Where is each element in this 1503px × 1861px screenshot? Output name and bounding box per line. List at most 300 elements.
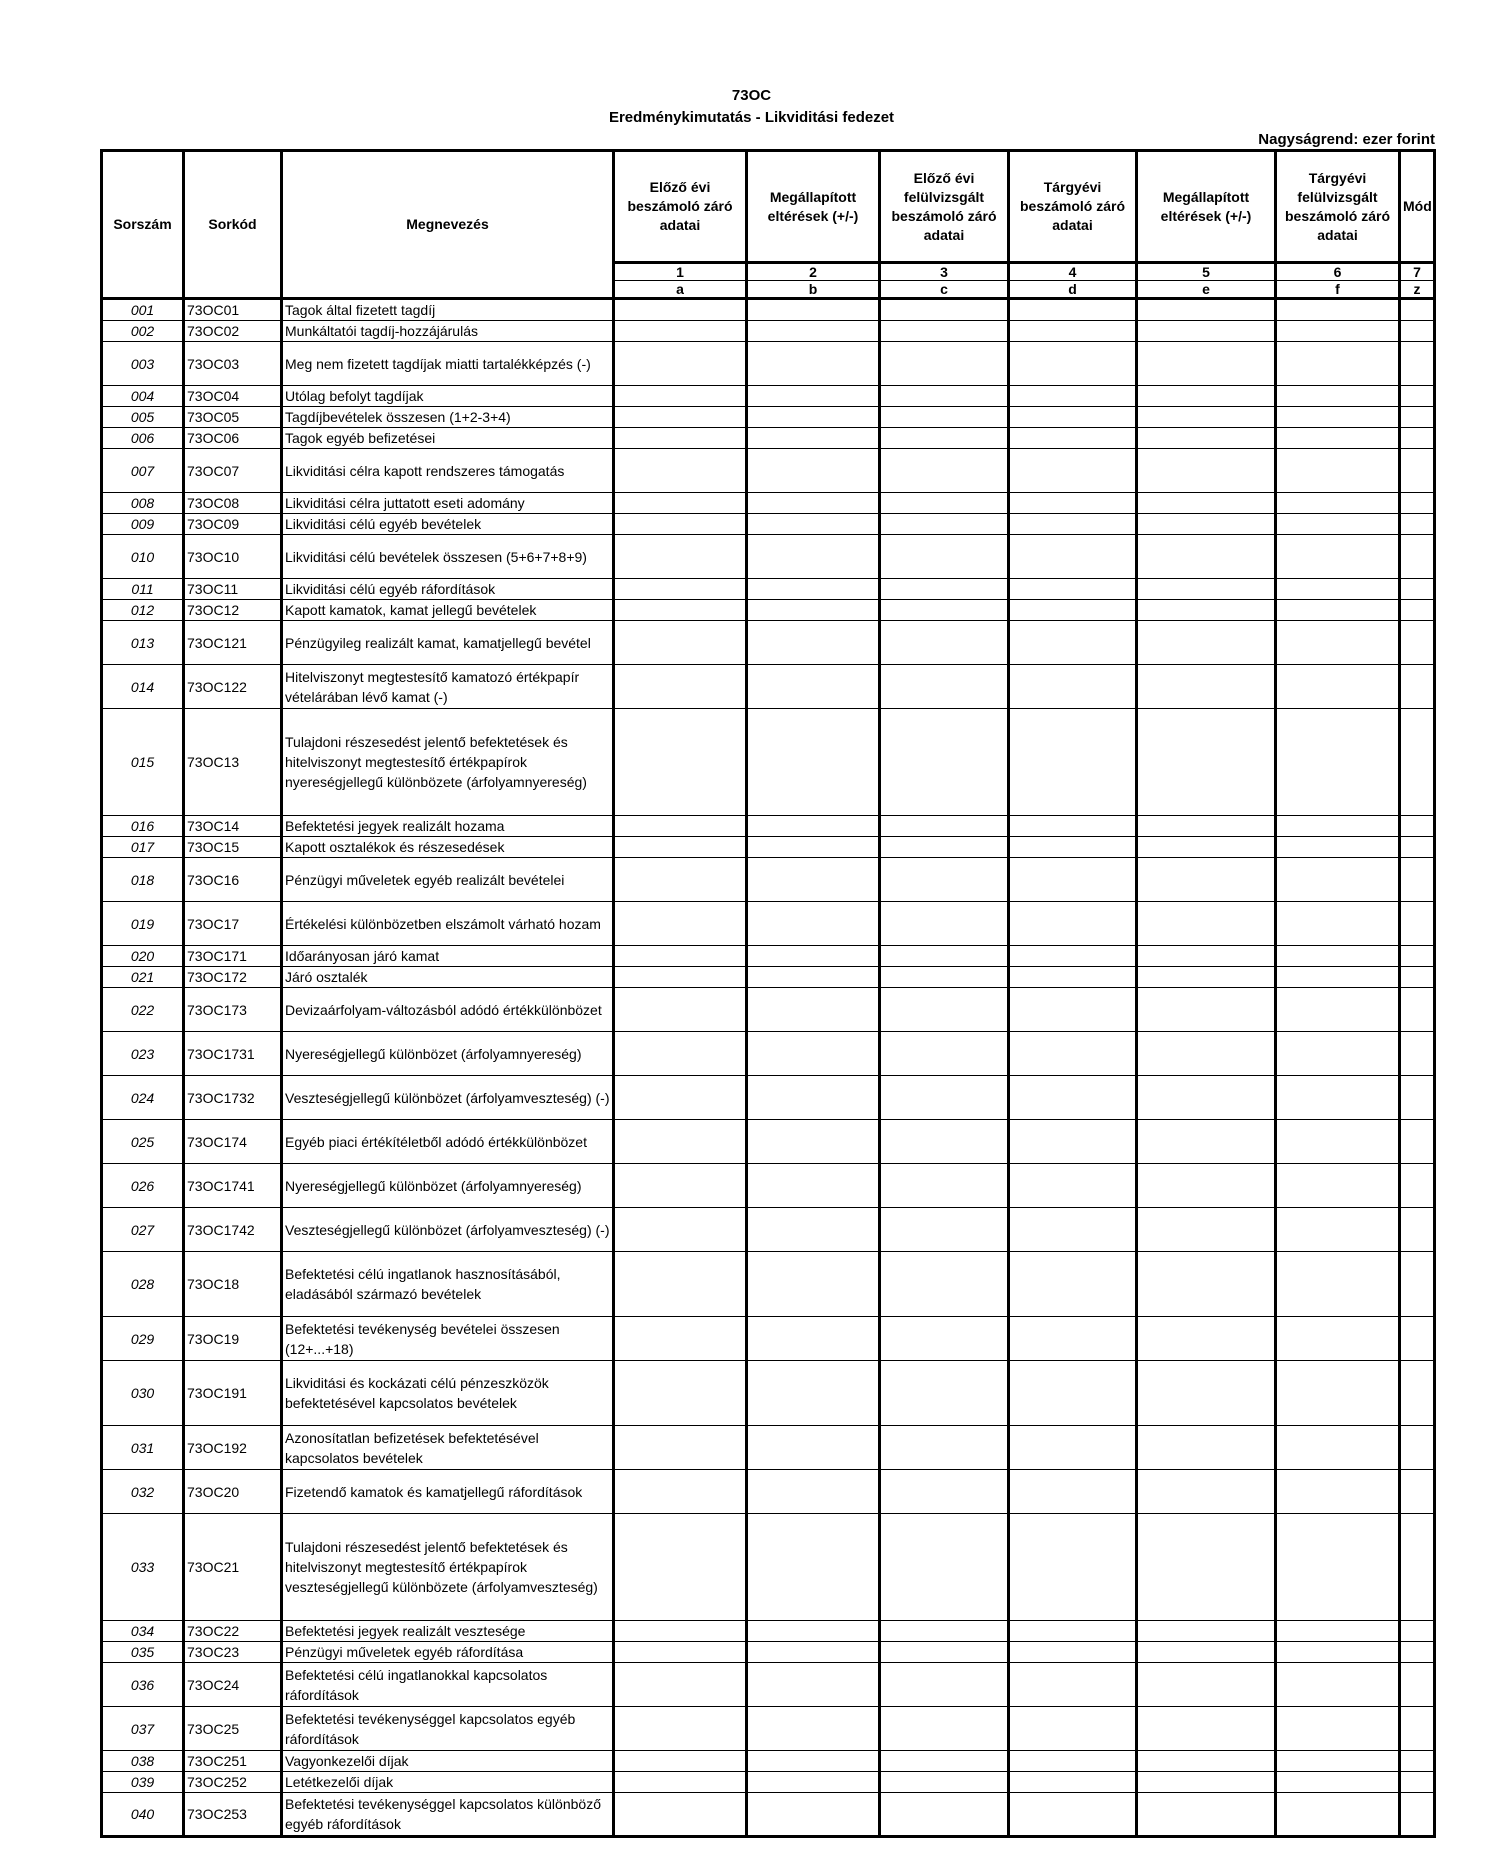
table-row xyxy=(102,665,1435,709)
data-cell[interactable] xyxy=(1137,988,1276,1032)
data-cell[interactable] xyxy=(880,514,1009,535)
data-cell[interactable] xyxy=(880,1751,1009,1772)
data-cell[interactable] xyxy=(1009,1470,1137,1514)
data-cell[interactable] xyxy=(1137,1751,1276,1772)
header-col-letter: f xyxy=(1276,281,1400,299)
data-cell[interactable] xyxy=(1009,449,1137,493)
data-cell[interactable] xyxy=(747,579,880,600)
data-cell[interactable] xyxy=(614,946,747,967)
data-cell[interactable] xyxy=(1137,1426,1276,1470)
data-cell[interactable] xyxy=(880,1317,1009,1361)
header-col-3: Előző évi felülvizsgált beszámoló záró adatai xyxy=(880,151,1009,263)
data-cell[interactable] xyxy=(1276,1751,1400,1772)
data-cell[interactable] xyxy=(747,988,880,1032)
data-cell[interactable] xyxy=(880,1514,1009,1621)
data-cell[interactable] xyxy=(1276,579,1400,600)
data-cell[interactable] xyxy=(1400,579,1435,600)
data-cell[interactable] xyxy=(1400,1120,1435,1164)
data-cell[interactable] xyxy=(614,386,747,407)
data-cell[interactable] xyxy=(614,1426,747,1470)
data-cell[interactable] xyxy=(880,665,1009,709)
data-cell[interactable] xyxy=(747,449,880,493)
data-cell[interactable] xyxy=(880,1707,1009,1751)
data-cell[interactable] xyxy=(614,579,747,600)
data-cell[interactable] xyxy=(1400,665,1435,709)
data-cell[interactable] xyxy=(1137,967,1276,988)
data-cell[interactable] xyxy=(1400,1317,1435,1361)
data-cell[interactable] xyxy=(1137,816,1276,837)
data-cell[interactable] xyxy=(1009,342,1137,386)
data-cell[interactable] xyxy=(1276,946,1400,967)
data-cell[interactable] xyxy=(1276,1642,1400,1663)
row-code: 73OC17 xyxy=(184,902,282,946)
data-cell[interactable] xyxy=(747,1076,880,1120)
data-cell[interactable] xyxy=(1276,1252,1400,1317)
data-cell[interactable] xyxy=(1137,1317,1276,1361)
data-cell[interactable] xyxy=(1137,1514,1276,1621)
data-cell[interactable] xyxy=(1276,535,1400,579)
row-name: Veszteségjellegű különbözet (árfolyamveszteség) (-) xyxy=(282,1076,614,1120)
data-cell[interactable] xyxy=(1009,579,1137,600)
data-cell[interactable] xyxy=(880,493,1009,514)
data-cell[interactable] xyxy=(1009,1751,1137,1772)
data-cell[interactable] xyxy=(1276,428,1400,449)
data-cell[interactable] xyxy=(614,428,747,449)
data-cell[interactable] xyxy=(747,1707,880,1751)
data-cell[interactable] xyxy=(1137,709,1276,816)
data-cell[interactable] xyxy=(614,600,747,621)
data-cell[interactable] xyxy=(880,709,1009,816)
data-cell[interactable] xyxy=(1009,1426,1137,1470)
row-code: 73OC11 xyxy=(184,579,282,600)
data-cell[interactable] xyxy=(880,1621,1009,1642)
data-cell[interactable] xyxy=(1137,321,1276,342)
data-cell[interactable] xyxy=(1137,535,1276,579)
data-cell[interactable] xyxy=(880,342,1009,386)
data-cell[interactable] xyxy=(747,902,880,946)
data-cell[interactable] xyxy=(1276,1208,1400,1252)
data-cell[interactable] xyxy=(747,1772,880,1793)
data-cell[interactable] xyxy=(614,1164,747,1208)
data-cell[interactable] xyxy=(1276,816,1400,837)
data-cell[interactable] xyxy=(1009,1252,1137,1317)
data-cell[interactable] xyxy=(1009,967,1137,988)
data-cell[interactable] xyxy=(1276,1317,1400,1361)
data-cell[interactable] xyxy=(747,1642,880,1663)
row-code: 73OC192 xyxy=(184,1426,282,1470)
data-cell[interactable] xyxy=(747,1164,880,1208)
data-cell[interactable] xyxy=(747,600,880,621)
data-cell[interactable] xyxy=(1400,449,1435,493)
data-cell[interactable] xyxy=(1137,386,1276,407)
data-cell[interactable] xyxy=(1137,1208,1276,1252)
data-cell[interactable] xyxy=(1137,579,1276,600)
data-cell[interactable] xyxy=(1137,1076,1276,1120)
data-cell[interactable] xyxy=(614,709,747,816)
data-cell[interactable] xyxy=(747,1032,880,1076)
data-cell[interactable] xyxy=(1137,1663,1276,1707)
data-cell[interactable] xyxy=(614,449,747,493)
data-cell[interactable] xyxy=(747,858,880,902)
data-cell[interactable] xyxy=(880,600,1009,621)
header-megnevezes: Megnevezés xyxy=(282,151,614,299)
data-cell[interactable] xyxy=(1137,1621,1276,1642)
data-cell[interactable] xyxy=(747,386,880,407)
data-cell[interactable] xyxy=(1400,709,1435,816)
data-cell[interactable] xyxy=(1137,600,1276,621)
data-cell[interactable] xyxy=(1276,967,1400,988)
data-cell[interactable] xyxy=(1009,837,1137,858)
data-cell[interactable] xyxy=(1137,1361,1276,1426)
data-cell[interactable] xyxy=(1276,988,1400,1032)
data-cell[interactable] xyxy=(1009,1793,1137,1837)
data-cell[interactable] xyxy=(1400,621,1435,665)
data-cell[interactable] xyxy=(880,816,1009,837)
data-cell[interactable] xyxy=(880,1208,1009,1252)
data-cell[interactable] xyxy=(747,1426,880,1470)
data-cell[interactable] xyxy=(880,1663,1009,1707)
data-cell[interactable] xyxy=(1400,1252,1435,1317)
data-cell[interactable] xyxy=(747,816,880,837)
data-cell[interactable] xyxy=(880,967,1009,988)
data-cell[interactable] xyxy=(614,1751,747,1772)
data-cell[interactable] xyxy=(1009,600,1137,621)
data-cell[interactable] xyxy=(1276,1120,1400,1164)
data-cell[interactable] xyxy=(1276,407,1400,428)
data-cell[interactable] xyxy=(880,946,1009,967)
data-cell[interactable] xyxy=(1009,1514,1137,1621)
data-cell[interactable] xyxy=(614,1317,747,1361)
data-cell[interactable] xyxy=(1137,1772,1276,1793)
data-cell[interactable] xyxy=(1400,407,1435,428)
data-cell[interactable] xyxy=(747,1208,880,1252)
data-cell[interactable] xyxy=(880,858,1009,902)
data-cell[interactable] xyxy=(880,1252,1009,1317)
data-cell[interactable] xyxy=(747,1361,880,1426)
data-cell[interactable] xyxy=(1400,1772,1435,1793)
data-cell[interactable] xyxy=(1276,1361,1400,1426)
data-cell[interactable] xyxy=(1400,1793,1435,1837)
data-cell[interactable] xyxy=(1009,709,1137,816)
data-cell[interactable] xyxy=(614,321,747,342)
data-cell[interactable] xyxy=(1400,1663,1435,1707)
data-cell[interactable] xyxy=(1400,1076,1435,1120)
data-cell[interactable] xyxy=(1009,321,1137,342)
data-cell[interactable] xyxy=(747,299,880,321)
data-cell[interactable] xyxy=(880,428,1009,449)
data-cell[interactable] xyxy=(880,988,1009,1032)
data-cell[interactable] xyxy=(1400,535,1435,579)
data-cell[interactable] xyxy=(1137,621,1276,665)
data-cell[interactable] xyxy=(1009,1032,1137,1076)
data-cell[interactable] xyxy=(880,1076,1009,1120)
data-cell[interactable] xyxy=(747,514,880,535)
data-cell[interactable] xyxy=(1009,946,1137,967)
data-cell[interactable] xyxy=(1137,299,1276,321)
header-col-7: Mód xyxy=(1400,151,1435,263)
data-cell[interactable] xyxy=(1400,988,1435,1032)
data-cell[interactable] xyxy=(1009,1076,1137,1120)
data-cell[interactable] xyxy=(614,1707,747,1751)
data-cell[interactable] xyxy=(1137,1707,1276,1751)
data-cell[interactable] xyxy=(747,428,880,449)
data-cell[interactable] xyxy=(1276,1707,1400,1751)
data-cell[interactable] xyxy=(880,1772,1009,1793)
data-cell[interactable] xyxy=(1137,858,1276,902)
data-cell[interactable] xyxy=(747,1621,880,1642)
data-cell[interactable] xyxy=(1137,1164,1276,1208)
data-cell[interactable] xyxy=(1400,600,1435,621)
data-cell[interactable] xyxy=(1009,621,1137,665)
data-cell[interactable] xyxy=(1009,1120,1137,1164)
data-cell[interactable] xyxy=(1009,858,1137,902)
data-cell[interactable] xyxy=(1400,858,1435,902)
data-cell[interactable] xyxy=(1009,1663,1137,1707)
data-cell[interactable] xyxy=(1276,1076,1400,1120)
data-cell[interactable] xyxy=(1400,299,1435,321)
row-number: 040 xyxy=(102,1793,184,1837)
data-cell[interactable] xyxy=(1400,1621,1435,1642)
data-cell[interactable] xyxy=(880,1642,1009,1663)
data-cell[interactable] xyxy=(880,1120,1009,1164)
data-cell[interactable] xyxy=(614,1514,747,1621)
data-cell[interactable] xyxy=(1400,1032,1435,1076)
data-cell[interactable] xyxy=(614,1208,747,1252)
table-row xyxy=(102,1164,1435,1208)
data-cell[interactable] xyxy=(1400,837,1435,858)
data-cell[interactable] xyxy=(1009,514,1137,535)
data-cell[interactable] xyxy=(747,621,880,665)
data-cell[interactable] xyxy=(614,342,747,386)
data-cell[interactable] xyxy=(1137,407,1276,428)
data-cell[interactable] xyxy=(1009,1361,1137,1426)
data-cell[interactable] xyxy=(747,967,880,988)
data-cell[interactable] xyxy=(1009,1621,1137,1642)
data-cell[interactable] xyxy=(614,665,747,709)
data-cell[interactable] xyxy=(1009,1164,1137,1208)
data-cell[interactable] xyxy=(1276,321,1400,342)
data-cell[interactable] xyxy=(1009,535,1137,579)
data-cell[interactable] xyxy=(1400,1707,1435,1751)
data-cell[interactable] xyxy=(880,1470,1009,1514)
data-cell[interactable] xyxy=(1276,1470,1400,1514)
data-cell[interactable] xyxy=(1400,514,1435,535)
data-cell[interactable] xyxy=(1137,428,1276,449)
data-cell[interactable] xyxy=(614,535,747,579)
data-cell[interactable] xyxy=(747,709,880,816)
data-cell[interactable] xyxy=(1276,600,1400,621)
data-cell[interactable] xyxy=(1400,1208,1435,1252)
data-cell[interactable] xyxy=(1276,299,1400,321)
data-cell[interactable] xyxy=(1276,386,1400,407)
data-cell[interactable] xyxy=(1009,1208,1137,1252)
data-cell[interactable] xyxy=(1137,1793,1276,1837)
data-cell[interactable] xyxy=(880,1032,1009,1076)
data-cell[interactable] xyxy=(614,988,747,1032)
data-cell[interactable] xyxy=(1137,902,1276,946)
data-cell[interactable] xyxy=(614,902,747,946)
data-cell[interactable] xyxy=(1276,1621,1400,1642)
data-cell[interactable] xyxy=(1137,946,1276,967)
data-cell[interactable] xyxy=(1137,837,1276,858)
data-cell[interactable] xyxy=(880,321,1009,342)
data-cell[interactable] xyxy=(880,535,1009,579)
data-cell[interactable] xyxy=(747,837,880,858)
data-cell[interactable] xyxy=(747,535,880,579)
table-row xyxy=(102,1621,1435,1642)
data-cell[interactable] xyxy=(1137,1120,1276,1164)
data-cell[interactable] xyxy=(1276,858,1400,902)
data-cell[interactable] xyxy=(1400,1426,1435,1470)
data-cell[interactable] xyxy=(614,816,747,837)
data-cell[interactable] xyxy=(614,967,747,988)
table-row xyxy=(102,988,1435,1032)
data-cell[interactable] xyxy=(1009,665,1137,709)
data-cell[interactable] xyxy=(1276,514,1400,535)
data-cell[interactable] xyxy=(747,946,880,967)
data-cell[interactable] xyxy=(614,1252,747,1317)
data-cell[interactable] xyxy=(747,1252,880,1317)
data-cell[interactable] xyxy=(880,1426,1009,1470)
data-cell[interactable] xyxy=(1137,342,1276,386)
data-cell[interactable] xyxy=(1276,342,1400,386)
data-cell[interactable] xyxy=(880,579,1009,600)
data-cell[interactable] xyxy=(614,1621,747,1642)
data-cell[interactable] xyxy=(1009,1642,1137,1663)
data-cell[interactable] xyxy=(1400,1642,1435,1663)
data-cell[interactable] xyxy=(1009,1707,1137,1751)
data-cell[interactable] xyxy=(747,1120,880,1164)
data-cell[interactable] xyxy=(1137,1642,1276,1663)
data-cell[interactable] xyxy=(614,407,747,428)
data-cell[interactable] xyxy=(1009,493,1137,514)
data-cell[interactable] xyxy=(1276,449,1400,493)
data-cell[interactable] xyxy=(1137,665,1276,709)
header-col-1: Előző évi beszámoló záró adatai xyxy=(614,151,747,263)
data-cell[interactable] xyxy=(614,493,747,514)
data-cell[interactable] xyxy=(614,1120,747,1164)
data-cell[interactable] xyxy=(1009,407,1137,428)
data-cell[interactable] xyxy=(614,837,747,858)
data-cell[interactable] xyxy=(880,837,1009,858)
data-cell[interactable] xyxy=(614,1663,747,1707)
data-cell[interactable] xyxy=(1009,299,1137,321)
data-cell[interactable] xyxy=(1400,342,1435,386)
data-cell[interactable] xyxy=(614,1642,747,1663)
data-cell[interactable] xyxy=(880,299,1009,321)
data-cell[interactable] xyxy=(1137,449,1276,493)
data-cell[interactable] xyxy=(880,1361,1009,1426)
data-cell[interactable] xyxy=(1137,493,1276,514)
data-cell[interactable] xyxy=(747,493,880,514)
data-cell[interactable] xyxy=(1137,1470,1276,1514)
data-cell[interactable] xyxy=(1400,321,1435,342)
data-cell[interactable] xyxy=(614,1793,747,1837)
data-cell[interactable] xyxy=(1009,1317,1137,1361)
data-cell[interactable] xyxy=(1400,1164,1435,1208)
data-cell[interactable] xyxy=(1276,493,1400,514)
data-cell[interactable] xyxy=(1137,1032,1276,1076)
data-cell[interactable] xyxy=(1276,1663,1400,1707)
data-cell[interactable] xyxy=(1276,1426,1400,1470)
data-cell[interactable] xyxy=(1400,386,1435,407)
data-cell[interactable] xyxy=(747,1514,880,1621)
data-cell[interactable] xyxy=(1009,1772,1137,1793)
data-cell[interactable] xyxy=(1137,1252,1276,1317)
header-sorszam: Sorszám xyxy=(102,151,184,299)
data-cell[interactable] xyxy=(1276,1164,1400,1208)
data-cell[interactable] xyxy=(1009,816,1137,837)
data-cell[interactable] xyxy=(614,858,747,902)
data-cell[interactable] xyxy=(1276,709,1400,816)
row-name: Befektetési tevékenység bevételei összesen (12+...+18) xyxy=(282,1317,614,1361)
data-cell[interactable] xyxy=(1276,1514,1400,1621)
data-cell[interactable] xyxy=(1400,1361,1435,1426)
data-cell[interactable] xyxy=(1400,428,1435,449)
data-cell[interactable] xyxy=(747,342,880,386)
data-cell[interactable] xyxy=(1400,1514,1435,1621)
data-cell[interactable] xyxy=(880,449,1009,493)
data-cell[interactable] xyxy=(614,1361,747,1426)
data-cell[interactable] xyxy=(747,1793,880,1837)
data-cell[interactable] xyxy=(1400,493,1435,514)
data-cell[interactable] xyxy=(1400,967,1435,988)
data-cell[interactable] xyxy=(880,407,1009,428)
row-number: 003 xyxy=(102,342,184,386)
data-cell[interactable] xyxy=(1276,1772,1400,1793)
data-cell[interactable] xyxy=(614,621,747,665)
data-cell[interactable] xyxy=(1009,988,1137,1032)
data-cell[interactable] xyxy=(1400,1751,1435,1772)
data-cell[interactable] xyxy=(1276,1032,1400,1076)
data-cell[interactable] xyxy=(747,1663,880,1707)
data-cell[interactable] xyxy=(614,1076,747,1120)
row-number: 026 xyxy=(102,1164,184,1208)
data-cell[interactable] xyxy=(614,1470,747,1514)
data-cell[interactable] xyxy=(1009,902,1137,946)
data-cell[interactable] xyxy=(747,1751,880,1772)
data-cell[interactable] xyxy=(880,1164,1009,1208)
data-cell[interactable] xyxy=(747,407,880,428)
data-cell[interactable] xyxy=(1400,946,1435,967)
data-cell[interactable] xyxy=(1276,621,1400,665)
data-cell[interactable] xyxy=(614,514,747,535)
table-row xyxy=(102,1252,1435,1317)
data-cell[interactable] xyxy=(880,1793,1009,1837)
data-cell[interactable] xyxy=(747,665,880,709)
data-cell[interactable] xyxy=(1276,665,1400,709)
data-cell[interactable] xyxy=(880,902,1009,946)
data-cell[interactable] xyxy=(1400,902,1435,946)
data-cell[interactable] xyxy=(1276,1793,1400,1837)
data-cell[interactable] xyxy=(1276,837,1400,858)
row-code: 73OC1742 xyxy=(184,1208,282,1252)
data-cell[interactable] xyxy=(747,321,880,342)
data-cell[interactable] xyxy=(1400,1470,1435,1514)
data-cell[interactable] xyxy=(1009,428,1137,449)
data-cell[interactable] xyxy=(880,621,1009,665)
data-cell[interactable] xyxy=(614,1772,747,1793)
data-cell[interactable] xyxy=(747,1317,880,1361)
data-cell[interactable] xyxy=(747,1470,880,1514)
data-cell[interactable] xyxy=(880,386,1009,407)
data-cell[interactable] xyxy=(614,1032,747,1076)
data-cell[interactable] xyxy=(1009,386,1137,407)
data-cell[interactable] xyxy=(1276,902,1400,946)
data-cell[interactable] xyxy=(1400,816,1435,837)
data-cell[interactable] xyxy=(1137,514,1276,535)
data-cell[interactable] xyxy=(614,299,747,321)
